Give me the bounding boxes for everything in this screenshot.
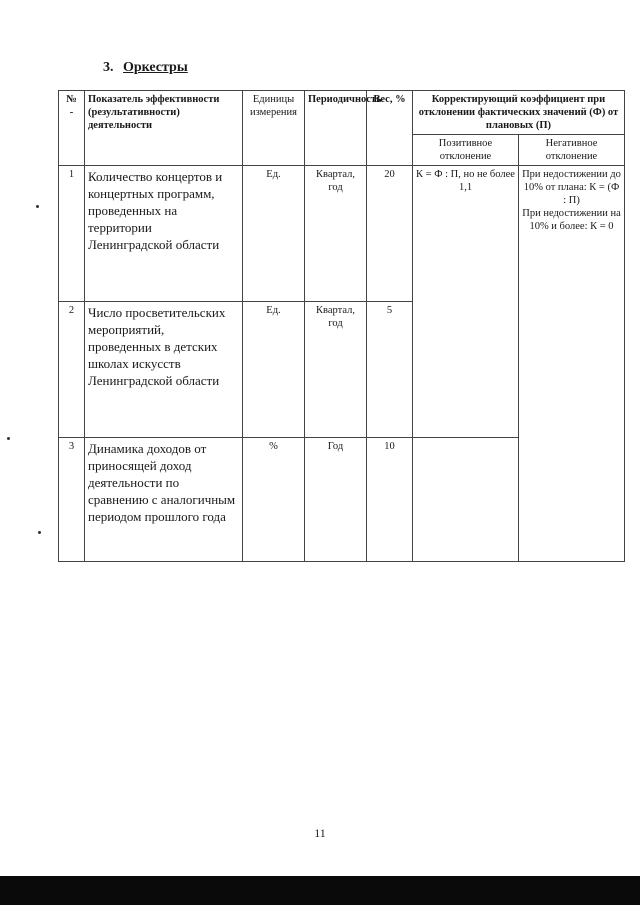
row-weight: 20 xyxy=(367,166,413,302)
table-row xyxy=(59,166,625,302)
positive-empty-cell xyxy=(413,438,519,562)
row-weight: 10 xyxy=(367,438,413,562)
negative-rule-2: При недостижении на 10% и более: К = 0 xyxy=(522,208,621,232)
header-unit: Единицы измерения xyxy=(243,91,305,166)
row-weight: 5 xyxy=(367,302,413,438)
row-indicator: Число просветительских мероприятий, проведенных в детских школах искусств Ленинградской области xyxy=(85,302,243,438)
row-period: Квартал, год xyxy=(305,166,367,302)
scan-speck xyxy=(38,531,41,534)
scan-speck xyxy=(36,205,39,208)
header-indicator: Показатель эффективности (результативности) деятельности xyxy=(85,91,243,166)
page-number: 11 xyxy=(314,826,326,840)
row-period: Квартал, год xyxy=(305,302,367,438)
positive-rule: К = Ф : П, но не более 1,1 xyxy=(413,166,519,438)
row-unit: Ед. xyxy=(243,166,305,302)
header-negative: Негативное отклонение xyxy=(519,135,625,166)
header-row xyxy=(59,91,625,135)
row-indicator: Динамика доходов от приносящей доход деятельности по сравнению с аналогичным периодом прошлого года xyxy=(85,438,243,562)
row-num: 2 xyxy=(59,302,85,438)
section-title xyxy=(103,60,188,76)
row-unit: Ед. xyxy=(243,302,305,438)
section-number: 3. xyxy=(103,60,114,75)
row-num: 1 xyxy=(59,166,85,302)
negative-rule-1: При недостижении до 10% от плана: К = (Ф : П) xyxy=(522,169,621,206)
header-coefficient: Корректирующий коэффициент при отклонении фактических значений (Ф) от плановых (П) xyxy=(413,91,625,135)
header-positive: Позитивное отклонение xyxy=(413,135,519,166)
section-name: Оркестры xyxy=(123,60,188,75)
header-period: Периодичность xyxy=(305,91,367,166)
scan-speck xyxy=(7,437,10,440)
scan-border xyxy=(0,876,640,905)
row-period: Год xyxy=(305,438,367,562)
row-indicator: Количество концертов и концертных программ, проведенных на территории Ленинградской области xyxy=(85,166,243,302)
row-num: 3 xyxy=(59,438,85,562)
negative-rule xyxy=(519,166,625,562)
header-num: № - xyxy=(59,91,85,166)
kpi-table xyxy=(58,90,625,562)
header-weight: Вес, % xyxy=(367,91,413,166)
row-unit: % xyxy=(243,438,305,562)
